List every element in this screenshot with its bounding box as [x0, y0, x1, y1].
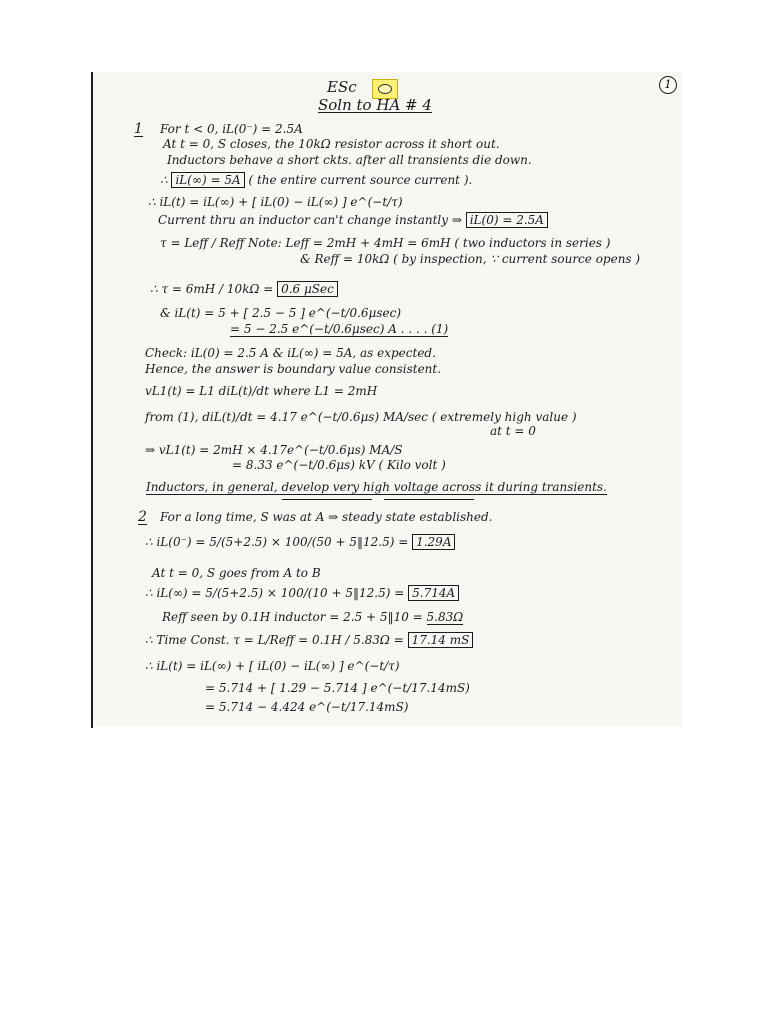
therefore-symbol: ∴ [160, 173, 168, 187]
q1-line-7: τ = Leff / Reff Note: Leff = 2mH + 4mH = 6mH ( two inductors in series ) [160, 236, 611, 250]
boxed-result: iL(∞) = 5A [171, 172, 244, 188]
equation: ∴ iL(0⁻) = 5/(5+2.5) × 100/(50 + 5‖12.5) = [145, 535, 409, 549]
q1-line-15b: at t = 0 [490, 424, 536, 438]
q2-number: 2 [138, 509, 147, 525]
q2-line-4 [145, 586, 459, 600]
q1-line-3: Inductors behave a short ckts. after all transients die down. [167, 153, 532, 167]
q1-line-18: Inductors, in general, develop very high voltage across it during transients. [146, 480, 607, 494]
q1-line-9 [150, 282, 338, 296]
equation: ∴ Time Const. τ = L/Reff = 0.1H / 5.83Ω = [145, 633, 404, 647]
statement: Current thru an inductor can't change instantly ⇒ [158, 213, 462, 227]
q1-line-12: Check: iL(0) = 2.5 A & iL(∞) = 5A, as expected. [145, 346, 436, 360]
q2-line-6 [145, 633, 473, 647]
margin-line [91, 72, 93, 728]
q1-number: 1 [134, 121, 143, 137]
statement: Reff seen by 0.1H inductor = 2.5 + 5‖10 = [162, 610, 423, 624]
divider-left [282, 499, 372, 500]
scanned-page [90, 72, 682, 727]
q1-line-13: Hence, the answer is boundary value consistent. [145, 362, 442, 376]
boxed-result: 0.6 μSec [277, 281, 338, 297]
boxed-result: iL(0) = 2.5A [466, 212, 548, 228]
q2-line-8: = 5.714 + [ 1.29 − 5.714 ] e^(−t/17.14mS) [205, 681, 470, 695]
q2-line-5 [162, 610, 463, 624]
boxed-result: 17.14 mS [408, 632, 474, 648]
note: ( the entire current source current ). [248, 173, 473, 187]
q1-line-1: For t < 0, iL(0⁻) = 2.5A [160, 122, 303, 136]
q1-line-15: from (1), diL(t)/dt = 4.17 e^(−t/0.6μs) MA/sec ( extremely high value ) [145, 410, 577, 424]
q2-line-7: ∴ iL(t) = iL(∞) + [ iL(0) − iL(∞) ] e^(−t/τ) [145, 659, 400, 673]
equation: ∴ τ = 6mH / 10kΩ = [150, 282, 274, 296]
q1-line-16: ⇒ vL1(t) = 2mH × 4.17e^(−t/0.6μs) MA/S [145, 443, 403, 457]
q1-line-2: At t = 0, S closes, the 10kΩ resistor across it short out. [163, 137, 500, 151]
q1-line-5: ∴ iL(t) = iL(∞) + [ iL(0) − iL(∞) ] e^(−t/τ) [148, 195, 403, 209]
underlined-result: 5.83Ω [426, 610, 464, 624]
q1-line-6 [158, 213, 548, 227]
header-title: ESc [327, 78, 357, 96]
header-subtitle: Soln to HA # 4 [318, 96, 432, 114]
q1-line-8: & Reff = 10kΩ ( by inspection, ∵ current source opens ) [300, 252, 641, 266]
divider-right [384, 499, 474, 500]
q2-line-3: At t = 0, S goes from A to B [152, 566, 321, 580]
q2-line-9: = 5.714 − 4.424 e^(−t/17.14mS) [205, 700, 409, 714]
boxed-result: 1.29A [412, 534, 455, 550]
boxed-result: 5.714A [408, 585, 459, 601]
page-number: 1 [659, 76, 677, 94]
q1-line-10: & iL(t) = 5 + [ 2.5 − 5 ] e^(−t/0.6μsec) [160, 306, 402, 320]
q1-line-14: vL1(t) = L1 diL(t)/dt where L1 = 2mH [145, 384, 378, 398]
q1-line-11: = 5 − 2.5 e^(−t/0.6μsec) A . . . . (1) [230, 322, 449, 336]
q1-line-17: = 8.33 e^(−t/0.6μs) kV ( Kilo volt ) [232, 458, 446, 472]
equation: ∴ iL(∞) = 5/(5+2.5) × 100/(10 + 5‖12.5) = [145, 586, 405, 600]
q2-line-1: For a long time, S was at A ⇒ steady state established. [160, 510, 493, 524]
q2-line-2 [145, 535, 455, 549]
q1-line-4 [160, 173, 472, 187]
